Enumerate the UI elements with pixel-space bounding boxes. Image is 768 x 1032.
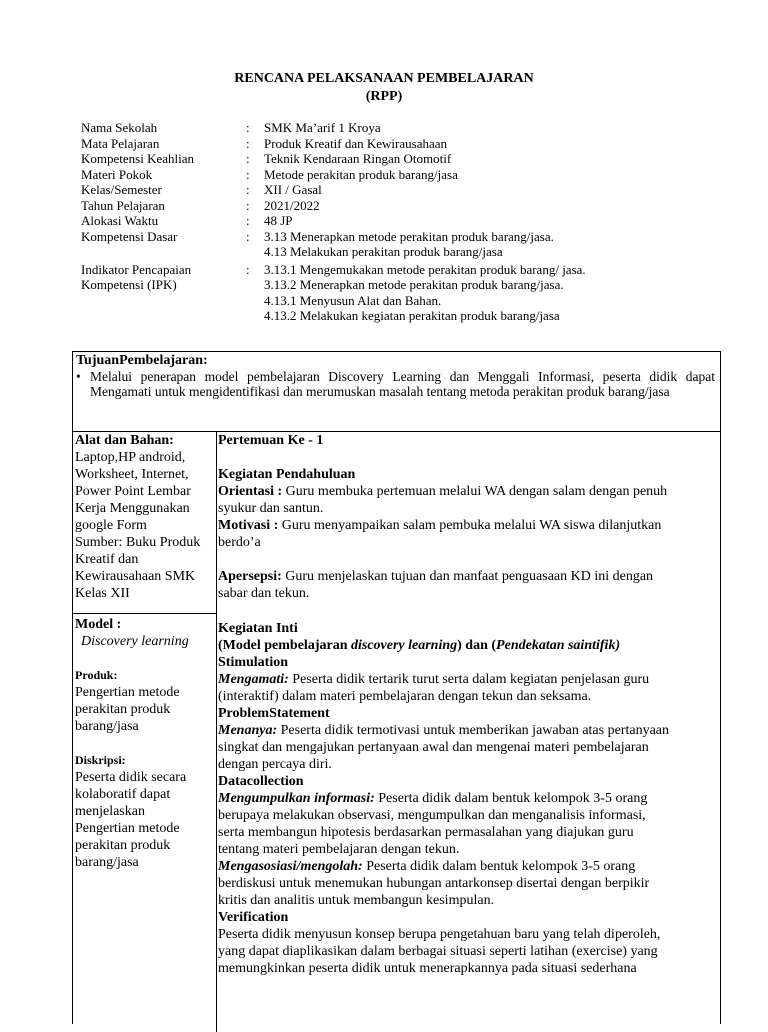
alat-line: Kelas XII bbox=[75, 586, 130, 601]
info-label: Alokasi Waktu bbox=[81, 213, 159, 228]
mengasosiasi-text: Peserta didik dalam bentuk kelompok 3-5 orang bbox=[362, 859, 636, 874]
info-label bbox=[81, 244, 246, 260]
mengumpulkan-text: Peserta didik dalam bentuk kelompok 3-5 orang bbox=[374, 791, 648, 806]
tujuan-heading: TujuanPembelajaran: bbox=[76, 353, 208, 368]
mengasosiasi-line bbox=[218, 858, 718, 875]
alat-line: google Form bbox=[75, 518, 147, 533]
info-value: 3.13.2 Menerapkan metode perakitan produk barang/jasa. bbox=[264, 277, 564, 292]
info-label: Kompetensi Dasar bbox=[81, 228, 178, 244]
mengasosiasi-label: Mengasosiasi/mengolah: bbox=[218, 859, 363, 874]
info-row bbox=[81, 136, 664, 152]
info-colon: : bbox=[246, 261, 250, 277]
lesson-table bbox=[72, 351, 721, 1024]
info-label: Indikator Pencapaian bbox=[81, 261, 192, 277]
orientasi-line bbox=[218, 483, 718, 500]
model-cell bbox=[73, 614, 216, 873]
info-label: Mata Pelajaran bbox=[81, 135, 160, 151]
info-row bbox=[81, 182, 664, 198]
info-label: Materi Pokok bbox=[81, 166, 153, 182]
info-row bbox=[81, 213, 664, 229]
info-label: Kelas/Semester bbox=[81, 182, 162, 197]
problem-heading: ProblemStatement bbox=[218, 706, 330, 721]
model-mid: ) dan ( bbox=[457, 638, 497, 653]
diskripsi-heading: Diskripsi: bbox=[75, 753, 126, 767]
diskripsi-line: kolaboratif dapat bbox=[75, 787, 171, 802]
produk-line: barang/jasa bbox=[75, 719, 139, 734]
mengasosiasi-text: kritis dan analitis untuk membangun kesimpulan. bbox=[218, 893, 495, 908]
orientasi-text: Guru membuka pertemuan melalui WA dengan salam dengan penuh bbox=[282, 484, 668, 499]
inti-heading: Kegiatan Inti bbox=[218, 621, 298, 636]
model-italic2: Pendekatan saintifik) bbox=[496, 638, 621, 653]
info-colon: : bbox=[246, 213, 250, 228]
info-value: SMK Ma’arif 1 Kroya bbox=[264, 120, 381, 135]
info-value: Produk Kreatif dan Kewirausahaan bbox=[264, 135, 448, 151]
pertemuan-heading: Pertemuan Ke - 1 bbox=[218, 433, 324, 448]
model-line bbox=[218, 637, 718, 654]
tujuan-item bbox=[76, 369, 717, 399]
info-row bbox=[81, 167, 664, 183]
apersepsi-label: Apersepsi: bbox=[218, 569, 282, 584]
info-colon bbox=[246, 308, 264, 324]
mengamati-text: Peserta didik tertarik turut serta dalam kegiatan penjelasan guru bbox=[288, 672, 650, 687]
info-table bbox=[81, 120, 664, 324]
orientasi-text: syukur dan santun. bbox=[218, 501, 324, 516]
alat-line: Kreatif dan bbox=[75, 552, 139, 567]
document-subtitle: (RPP) bbox=[365, 89, 403, 104]
alat-line: Laptop,HP android, bbox=[75, 450, 186, 465]
alat-line: Kewirausahaan SMK bbox=[75, 569, 196, 584]
datacollection-heading: Datacollection bbox=[218, 774, 304, 789]
model-value: Discovery learning bbox=[81, 634, 189, 649]
document-title: RENCANA PELAKSANAAN PEMBELAJARAN bbox=[234, 71, 534, 86]
info-value: 3.13 Menerapkan metode perakitan produk barang/jasa. bbox=[264, 228, 554, 244]
verification-heading: Verification bbox=[218, 910, 289, 925]
motivasi-text: Guru menyampaikan salam pembuka melalui WA siswa dilanjutkan bbox=[278, 518, 662, 533]
alat-line: Worksheet, Internet, bbox=[75, 467, 189, 482]
diskripsi-line: barang/jasa bbox=[75, 855, 139, 870]
motivasi-line bbox=[218, 517, 718, 534]
produk-heading: Produk: bbox=[75, 668, 118, 682]
diskripsi-line: perakitan produk bbox=[75, 838, 171, 853]
mengumpulkan-text: serta membangun hipotesis berdasarkan permasalahan yang diajukan guru bbox=[218, 825, 634, 840]
info-row bbox=[81, 277, 664, 293]
mengumpulkan-text: berupaya melakukan observasi, mengumpulkan dan menganalisis informasi, bbox=[218, 808, 646, 823]
info-value: Teknik Kendaraan Ringan Otomotif bbox=[264, 151, 452, 166]
info-label: Kompetensi (IPK) bbox=[81, 277, 177, 292]
tujuan-section bbox=[73, 352, 720, 432]
column-divider bbox=[216, 432, 217, 1032]
alat-bahan-cell bbox=[73, 432, 216, 614]
info-value: Metode perakitan produk barang/jasa bbox=[264, 166, 458, 182]
info-colon: : bbox=[246, 197, 250, 213]
apersepsi-text: sabar dan tekun. bbox=[218, 586, 310, 601]
verification-text: Peserta didik menyusun konsep berupa pengetahuan baru yang telah diperoleh, bbox=[218, 927, 661, 942]
info-colon bbox=[246, 244, 264, 260]
pendahuluan-heading: Kegiatan Pendahuluan bbox=[218, 467, 356, 482]
info-colon bbox=[246, 277, 264, 293]
produk-line: perakitan produk bbox=[75, 702, 171, 717]
info-value: 3.13.1 Mengemukakan metode perakitan produk barang/ jasa. bbox=[264, 261, 586, 277]
info-value: 48 JP bbox=[264, 213, 293, 228]
mengumpulkan-text: tentang materi pembelajaran dengan tekun. bbox=[218, 842, 460, 857]
diskripsi-line: Peserta didik secara bbox=[75, 770, 187, 785]
info-label: Nama Sekolah bbox=[81, 120, 158, 135]
model-open: (Model pembelajaran bbox=[218, 638, 351, 653]
info-row bbox=[81, 229, 664, 245]
apersepsi-line bbox=[218, 568, 718, 585]
menanya-text: Peserta didik termotivasi untuk memberikan jawaban atas pertanyaan bbox=[277, 723, 669, 738]
info-colon: : bbox=[246, 135, 250, 151]
alat-line: Kerja Menggunakan bbox=[75, 501, 190, 516]
menanya-text: dengan percaya diri. bbox=[218, 757, 332, 772]
orientasi-label: Orientasi : bbox=[218, 484, 283, 499]
left-column bbox=[73, 432, 216, 873]
menanya-text: singkat dan mengajukan pertanyaan awal dan mengenai materi pembelajaran bbox=[218, 740, 649, 755]
mengamati-line bbox=[218, 671, 718, 688]
model-heading: Model : bbox=[75, 617, 122, 632]
info-colon bbox=[246, 293, 264, 309]
mengumpulkan-line bbox=[218, 790, 718, 807]
info-colon: : bbox=[246, 228, 250, 244]
verification-text: yang dapat diaplikasikan dalam berbagai situasi seperti latihan (exercise) yang bbox=[218, 944, 658, 959]
alat-line: Power Point Lembar bbox=[75, 484, 191, 499]
menanya-line bbox=[218, 722, 718, 739]
info-label: Kompetensi Keahlian bbox=[81, 151, 194, 166]
model-italic: discovery learning bbox=[350, 638, 458, 653]
apersepsi-text: Guru menjelaskan tujuan dan manfaat penguasaan KD ini dengan bbox=[281, 569, 654, 584]
info-row bbox=[81, 308, 664, 324]
menanya-label: Menanya: bbox=[218, 723, 278, 738]
info-value: 4.13.1 Menyusun Alat dan Bahan. bbox=[264, 292, 442, 308]
diskripsi-line: menjelaskan bbox=[75, 804, 145, 819]
info-label bbox=[81, 293, 246, 309]
info-row bbox=[81, 151, 664, 167]
diskripsi-line: Pengertian metode bbox=[75, 821, 180, 836]
info-row bbox=[81, 262, 664, 278]
info-label bbox=[81, 308, 246, 324]
alat-heading: Alat dan Bahan: bbox=[75, 433, 174, 448]
tujuan-text: Melalui penerapan model pembelajaran Discovery Learning dan Menggali Informasi, peserta didik dapat Mengamati untuk mengidentifikasi dan merumuskan masalah tentang metoda perakitan produk barang/jasa bbox=[90, 369, 715, 399]
info-row bbox=[81, 293, 664, 309]
mengasosiasi-text: berdiskusi untuk menemukan hubungan antarkonsep disertai dengan berpikir bbox=[218, 876, 650, 891]
info-value: 4.13.2 Melakukan kegiatan perakitan produk barang/jasa bbox=[264, 308, 560, 323]
info-value: 4.13 Melakukan perakitan produk barang/jasa bbox=[264, 244, 503, 259]
info-row bbox=[81, 198, 664, 214]
motivasi-label: Motivasi : bbox=[218, 518, 279, 533]
alat-line: Sumber: Buku Produk bbox=[75, 535, 201, 550]
mengamati-label: Mengamati: bbox=[218, 672, 289, 687]
info-label: Tahun Pelajaran bbox=[81, 197, 165, 213]
info-colon: : bbox=[246, 166, 250, 182]
motivasi-text: berdo’a bbox=[218, 535, 261, 550]
bullet-icon: • bbox=[76, 369, 81, 384]
info-colon: : bbox=[246, 151, 250, 166]
mengamati-text: (interaktif) dalam materi pembelajaran dengan tekun dan seksama. bbox=[218, 689, 592, 704]
produk-line: Pengertian metode bbox=[75, 685, 180, 700]
info-colon: : bbox=[246, 120, 250, 135]
info-row bbox=[81, 120, 664, 136]
info-row bbox=[81, 244, 664, 260]
verification-text: memungkinkan peserta didik untuk menerapkannya pada situasi sederhana bbox=[218, 961, 637, 976]
info-value: 2021/2022 bbox=[264, 197, 320, 213]
info-colon: : bbox=[246, 182, 250, 197]
stimulation-heading: Stimulation bbox=[218, 655, 289, 670]
right-column bbox=[218, 432, 718, 977]
info-value: XII / Gasal bbox=[264, 182, 322, 197]
mengumpulkan-label: Mengumpulkan informasi: bbox=[218, 791, 375, 806]
